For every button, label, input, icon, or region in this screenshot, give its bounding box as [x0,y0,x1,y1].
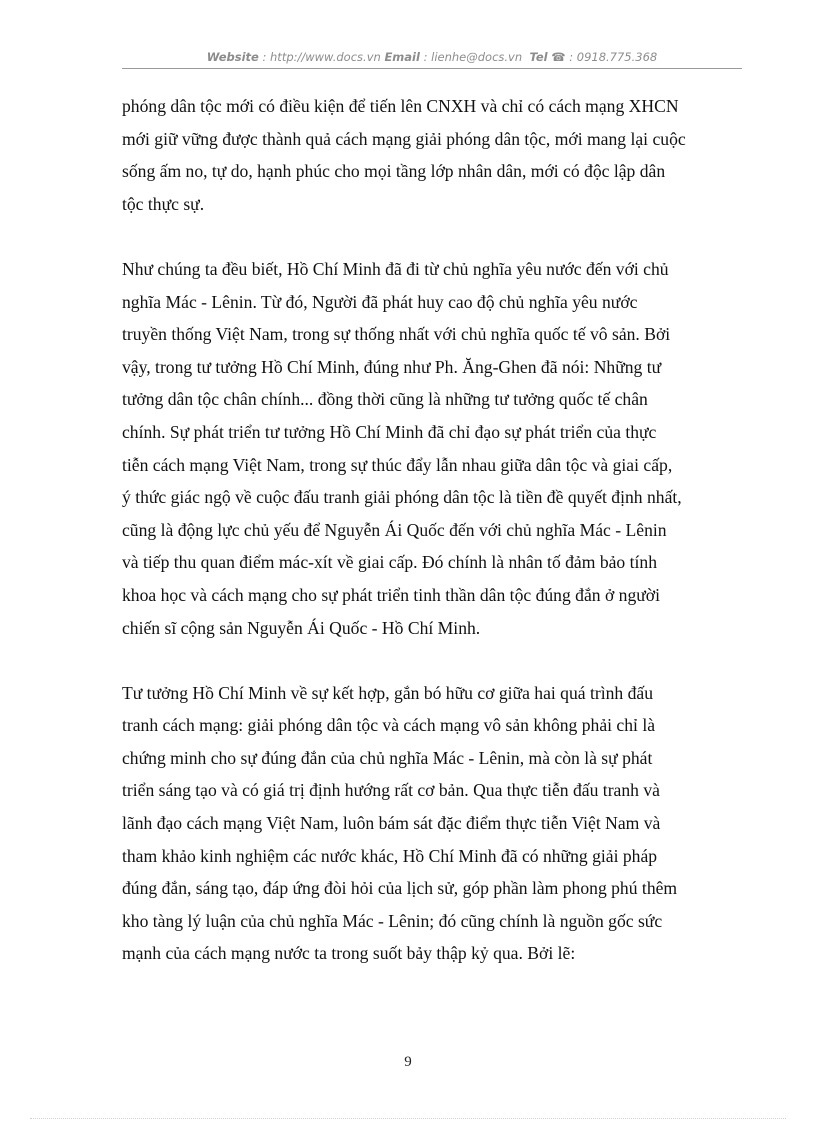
text-line: vậy, trong tư tưởng Hồ Chí Minh, đúng như Ph. Ăng-Ghen đã nói: Những tư [122,356,662,377]
paragraph-1 [122,90,747,220]
text-line: đúng đắn, sáng tạo, đáp ứng đòi hỏi của lịch sử, góp phần làm phong phú thêm [122,878,678,899]
text-line: mạnh của cách mạng nước ta trong suốt bảy thập kỷ qua. Bởi lẽ: [122,943,576,964]
text-line: sống ấm no, tự do, hạnh phúc cho mọi tầng lớp nhân dân, mới có độc lập dân [122,161,666,182]
website-label: Website [206,50,259,64]
text-line: kho tàng lý luận của chủ nghĩa Mác - Lênin; đó cũng chính là nguồn gốc sức [122,910,663,931]
website-separator: : [258,50,271,64]
text-line: ý thức giác ngộ về cuộc đấu tranh giải phóng dân tộc là tiền đề quyết định nhất, [122,487,682,508]
page-number: 9 [404,1054,412,1070]
text-line: và tiếp thu quan điểm mác-xít về giai cấp. Đó chính là nhân tố đảm bảo tính [122,552,657,573]
text-line: lãnh đạo cách mạng Việt Nam, luôn bám sát đặc điểm thực tiễn Việt Nam và [122,813,661,834]
tel-number: 0918.775.368 [576,50,658,64]
paragraph-3 [122,677,747,970]
text-line: tộc thực sự. [122,193,205,214]
text-line: chứng minh cho sự đúng đắn của chủ nghĩa Mác - Lênin, mà còn là sự phát [122,747,653,768]
tel-label: Tel [529,50,548,64]
header-divider [122,68,742,69]
text-line: tranh cách mạng: giải phóng dân tộc và cách mạng vô sản không phải chỉ là [122,715,656,736]
phone-icon: ☎ [551,50,566,64]
paragraph-2 [122,253,747,644]
email-label: Email [384,50,420,64]
email-separator: : [419,50,432,64]
text-line: mới giữ vững được thành quả cách mạng giải phóng dân tộc, mới mang lại cuộc [122,128,686,149]
text-line: cũng là động lực chủ yếu để Nguyễn Ái Quốc đến với chủ nghĩa Mác - Lênin [122,519,667,540]
page-header [122,48,742,66]
document-body [122,90,747,1003]
text-line: tưởng dân tộc chân chính... đồng thời cũng là những tư tưởng quốc tế chân [122,389,648,410]
tel-separator: : [565,50,577,64]
text-line: khoa học và cách mạng cho sự phát triển tinh thần dân tộc đúng đắn ở người [122,584,660,605]
website-url[interactable]: http://www.docs.vn [270,50,381,64]
text-line: tiễn cách mạng Việt Nam, trong sự thúc đẩy lẫn nhau giữa dân tộc và giai cấp, [122,454,673,475]
text-line: phóng dân tộc mới có điều kiện để tiến lên CNXH và chỉ có cách mạng XHCN [122,96,679,116]
text-line: nghĩa Mác - Lênin. Từ đó, Người đã phát huy cao độ chủ nghĩa yêu nước [122,291,638,312]
text-line: chính. Sự phát triển tư tưởng Hồ Chí Minh đã chỉ đạo sự phát triển của thực [122,421,657,442]
text-line: Tư tưởng Hồ Chí Minh về sự kết hợp, gắn bó hữu cơ giữa hai quá trình đấu [122,682,653,703]
text-line: chiến sĩ cộng sản Nguyễn Ái Quốc - Hồ Chí Minh. [122,617,481,638]
email-address[interactable]: lienhe@docs.vn [431,50,523,64]
text-line: Như chúng ta đều biết, Hồ Chí Minh đã đi từ chủ nghĩa yêu nước đến với chủ [122,258,669,279]
text-line: tham khảo kinh nghiệm các nước khác, Hồ Chí Minh đã có những giải pháp [122,845,658,866]
text-line: triển sáng tạo và có giá trị định hướng rất cơ bản. Qua thực tiễn đấu tranh và [122,780,660,801]
text-line: truyền thống Việt Nam, trong sự thống nhất với chủ nghĩa quốc tế vô sản. Bởi [122,324,671,345]
page-bottom-border [30,1118,786,1119]
